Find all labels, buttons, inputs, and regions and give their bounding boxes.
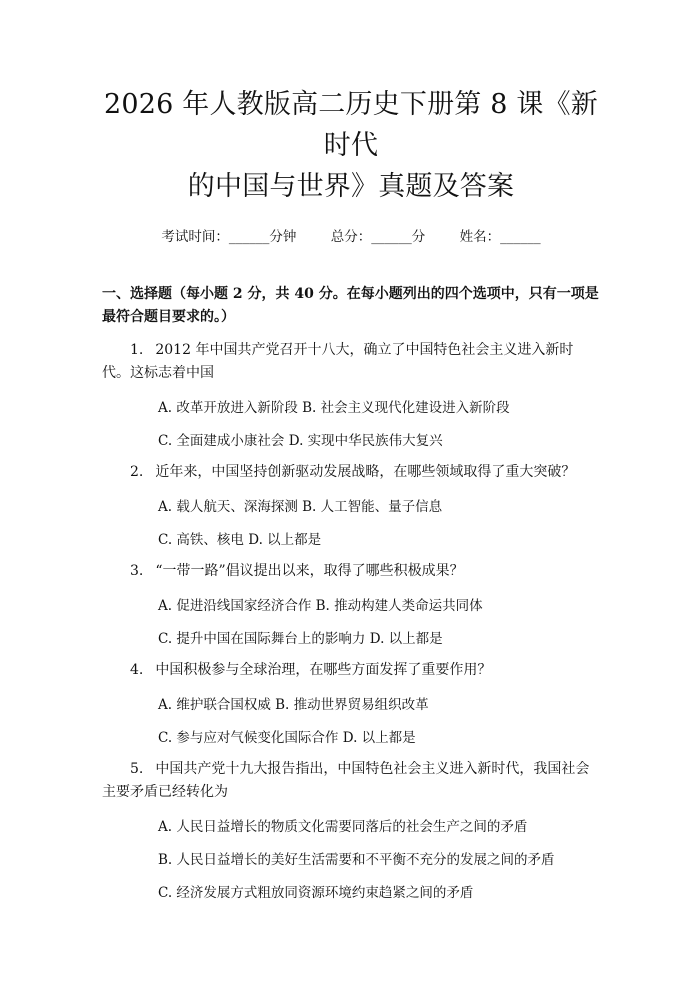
option-line: B. 人民日益增长的美好生活需要和不平衡不充分的发展之间的矛盾 (158, 852, 555, 868)
option-line: C. 全面建成小康社会 D. 实现中华民族伟大复兴 (158, 433, 443, 449)
question-3 (102, 560, 600, 649)
option-line: A. 维护联合国权威 B. 推动世界贸易组织改革 (158, 697, 429, 713)
section-heading: 一、选择题（每小题 2 分，共 40 分。在每小题列出的四个选项中，只有一项是最符合题目要求的。） (102, 286, 599, 325)
name-blank: ______ (500, 229, 541, 245)
option-line: C. 高铁、核电 D. 以上都是 (158, 532, 322, 548)
time-label: 考试时间： (161, 229, 229, 245)
score-blank: ______ (371, 229, 412, 245)
question-number: 4. (130, 662, 144, 678)
question-number: 5. (130, 761, 144, 777)
option-line: C. 经济发展方式粗放同资源环境约束趋紧之间的矛盾 (158, 885, 474, 901)
option-line: C. 参与应对气候变化国际合作 D. 以上都是 (158, 730, 416, 746)
score-label: 总分： (330, 229, 372, 245)
option-line: C. 提升中国在国际舞台上的影响力 D. 以上都是 (158, 631, 443, 647)
time-blank: ______ (228, 229, 270, 245)
question-stem (102, 560, 600, 583)
time-unit: 分钟 (269, 229, 297, 245)
question-text: “一带一路”倡议提出以来，取得了哪些积极成果？ (155, 563, 464, 579)
question-5 (102, 758, 600, 903)
title-line-1: 2026 年人教版高二历史下册第 8 课《新时代 (103, 89, 599, 161)
question-number: 2. (130, 464, 144, 480)
exam-meta (102, 227, 600, 247)
question-text: 近年来，中国坚持创新驱动发展战略，在哪些领域取得了重大突破？ (155, 464, 576, 480)
question-text: 中国积极参与全球治理，在哪些方面发挥了重要作用？ (155, 662, 492, 678)
question-stem (102, 461, 600, 484)
question-number: 3. (130, 563, 144, 579)
question-stem (102, 659, 600, 682)
option-line: A. 载人航天、深海探测 B. 人工智能、量子信息 (158, 499, 443, 515)
question-2 (102, 461, 600, 550)
question-text: 2012 年中国共产党召开十八大，确立了中国特色社会主义进入新时代。这标志着中国 (102, 342, 574, 381)
question-number: 1. (130, 342, 144, 358)
question-4 (102, 659, 600, 748)
question-stem (102, 758, 600, 804)
option-line: A. 人民日益增长的物质文化需要同落后的社会生产之间的矛盾 (158, 819, 528, 835)
option-line: A. 改革开放进入新阶段 B. 社会主义现代化建设进入新阶段 (158, 400, 510, 416)
question-list (102, 339, 600, 903)
document-title (102, 84, 600, 207)
document-page (0, 84, 700, 989)
name-label: 姓名： (459, 229, 501, 245)
question-text: 中国共产党十九大报告指出，中国特色社会主义进入新时代，我国社会主要矛盾已经转化为 (102, 761, 590, 800)
option-line: A. 促进沿线国家经济合作 B. 推动构建人类命运共同体 (158, 598, 483, 614)
question-stem (102, 339, 600, 385)
question-1 (102, 339, 600, 451)
title-line-2: 的中国与世界》真题及答案 (187, 171, 515, 202)
score-unit: 分 (411, 229, 426, 245)
